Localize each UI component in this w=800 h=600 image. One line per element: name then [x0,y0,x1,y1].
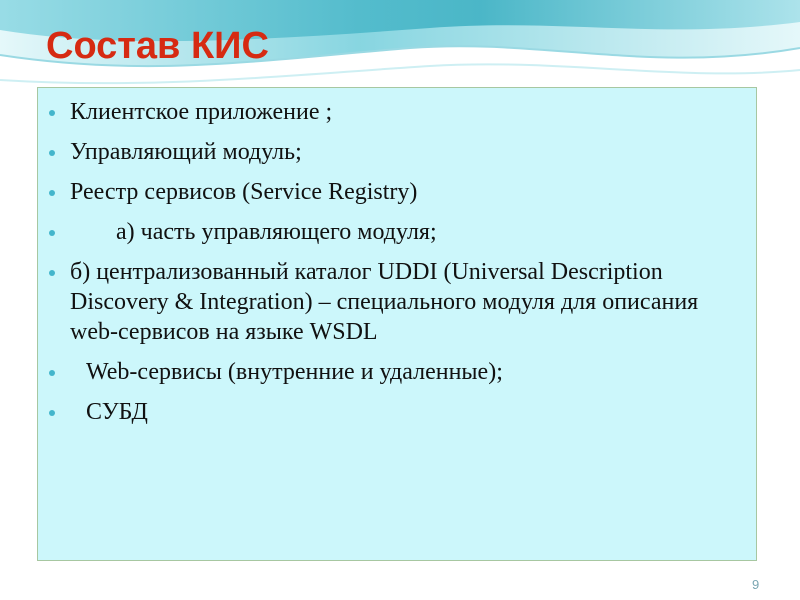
list-item [38,177,738,207]
content-box [37,87,757,561]
list-item [38,137,738,167]
list-item [38,397,738,427]
list-item-text: Клиентское приложение ; [70,99,333,125]
list-item-text: Реестр сервисов (Service Registry) [70,179,418,205]
list-item-text: б) централизованный каталог UDDI (Universal Description Discovery & Integration) – специального модуля для описания web-сервисов на языке WSDL [70,259,699,345]
list-item [38,217,738,247]
bullet-dot-icon [49,370,55,376]
list-item [38,257,738,347]
bullet-dot-icon [49,110,55,116]
bullet-dot-icon [49,270,55,276]
slide-title: Состав КИС [46,25,269,67]
bullet-dot-icon [49,410,55,416]
page-number: 9 [752,577,760,592]
list-item-text: Web-сервисы (внутренние и удаленные); [86,359,503,385]
list-item [38,357,738,387]
list-item-text: СУБД [86,399,148,425]
list-item-text: Управляющий модуль; [70,139,302,165]
bullet-dot-icon [49,150,55,156]
list-item [38,97,738,127]
list-item-text: а) часть управляющего модуля; [116,219,437,245]
bullet-dot-icon [49,190,55,196]
bullet-list [38,97,738,437]
bullet-dot-icon [49,230,55,236]
